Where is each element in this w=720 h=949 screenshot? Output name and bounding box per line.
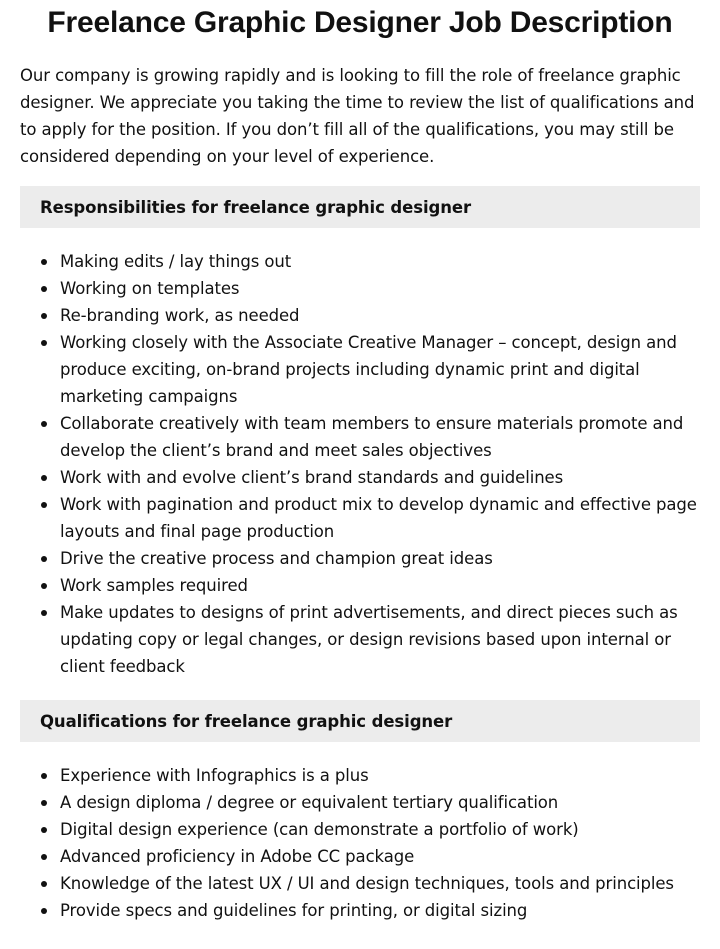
list-item-text: Advanced proficiency in Adobe CC package bbox=[60, 847, 415, 866]
list-item bbox=[60, 491, 700, 545]
responsibilities-heading-label: Responsibilities for freelance graphic designer bbox=[40, 197, 471, 217]
bullet-icon bbox=[41, 313, 47, 319]
list-item-text: Experience with Infographics is a plus bbox=[60, 766, 369, 785]
intro-paragraph: Our company is growing rapidly and is looking to fill the role of freelance graphic designer. We appreciate you taking the time to review the list of qualifications and to apply for the position. If you don’t fill all of the qualifications, you may still be considered depending on your level of experience. bbox=[20, 66, 695, 166]
list-item bbox=[60, 843, 700, 870]
list-item bbox=[60, 329, 700, 410]
list-item bbox=[60, 572, 700, 599]
bullet-icon bbox=[41, 908, 47, 914]
list-item-text: Working closely with the Associate Creative Manager – concept, design and produce exciting, on-brand projects including dynamic print and digital marketing campaigns bbox=[60, 333, 677, 406]
list-item-text: Make updates to designs of print advertisements, and direct pieces such as updating copy or legal changes, or design revisions based upon internal or client feedback bbox=[60, 603, 678, 676]
list-item bbox=[60, 816, 700, 843]
list-item bbox=[60, 545, 700, 572]
list-item-text: A design diploma / degree or equivalent tertiary qualification bbox=[60, 793, 559, 812]
list-item-text: Knowledge of the latest UX / UI and design techniques, tools and principles bbox=[60, 874, 674, 893]
list-item-text: Re-branding work, as needed bbox=[60, 306, 300, 325]
list-item-text: Making edits / lay things out bbox=[60, 252, 292, 271]
bullet-icon bbox=[41, 854, 47, 860]
list-item bbox=[60, 248, 700, 275]
list-item bbox=[60, 302, 700, 329]
list-item bbox=[60, 897, 700, 924]
qualifications-heading bbox=[20, 700, 700, 742]
list-item-text: Collaborate creatively with team members to ensure materials promote and develop the client’s brand and meet sales objectives bbox=[60, 414, 684, 460]
list-item-text: Drive the creative process and champion great ideas bbox=[60, 549, 493, 568]
responsibilities-list bbox=[20, 248, 700, 680]
qualifications-list bbox=[20, 762, 700, 924]
list-item bbox=[60, 762, 700, 789]
list-item bbox=[60, 275, 700, 302]
bullet-icon bbox=[41, 610, 47, 616]
bullet-icon bbox=[41, 475, 47, 481]
list-item-text: Work with and evolve client’s brand standards and guidelines bbox=[60, 468, 564, 487]
bullet-icon bbox=[41, 421, 47, 427]
bullet-icon bbox=[41, 286, 47, 292]
qualifications-heading-label: Qualifications for freelance graphic designer bbox=[40, 711, 453, 731]
list-item bbox=[60, 599, 700, 680]
page-title: Freelance Graphic Designer Job Description bbox=[47, 6, 673, 39]
bullet-icon bbox=[41, 800, 47, 806]
bullet-icon bbox=[41, 340, 47, 346]
bullet-icon bbox=[41, 583, 47, 589]
bullet-icon bbox=[41, 827, 47, 833]
list-item-text: Work with pagination and product mix to develop dynamic and effective page layouts and final page production bbox=[60, 495, 697, 541]
bullet-icon bbox=[41, 502, 47, 508]
bullet-icon bbox=[41, 773, 47, 779]
list-item bbox=[60, 464, 700, 491]
bullet-icon bbox=[41, 881, 47, 887]
list-item-text: Working on templates bbox=[60, 279, 240, 298]
list-item bbox=[60, 789, 700, 816]
bullet-icon bbox=[41, 259, 47, 265]
list-item bbox=[60, 410, 700, 464]
responsibilities-heading bbox=[20, 186, 700, 228]
list-item bbox=[60, 870, 700, 897]
list-item-text: Work samples required bbox=[60, 576, 248, 595]
bullet-icon bbox=[41, 556, 47, 562]
list-item-text: Provide specs and guidelines for printing, or digital sizing bbox=[60, 901, 528, 920]
list-item-text: Digital design experience (can demonstrate a portfolio of work) bbox=[60, 820, 579, 839]
